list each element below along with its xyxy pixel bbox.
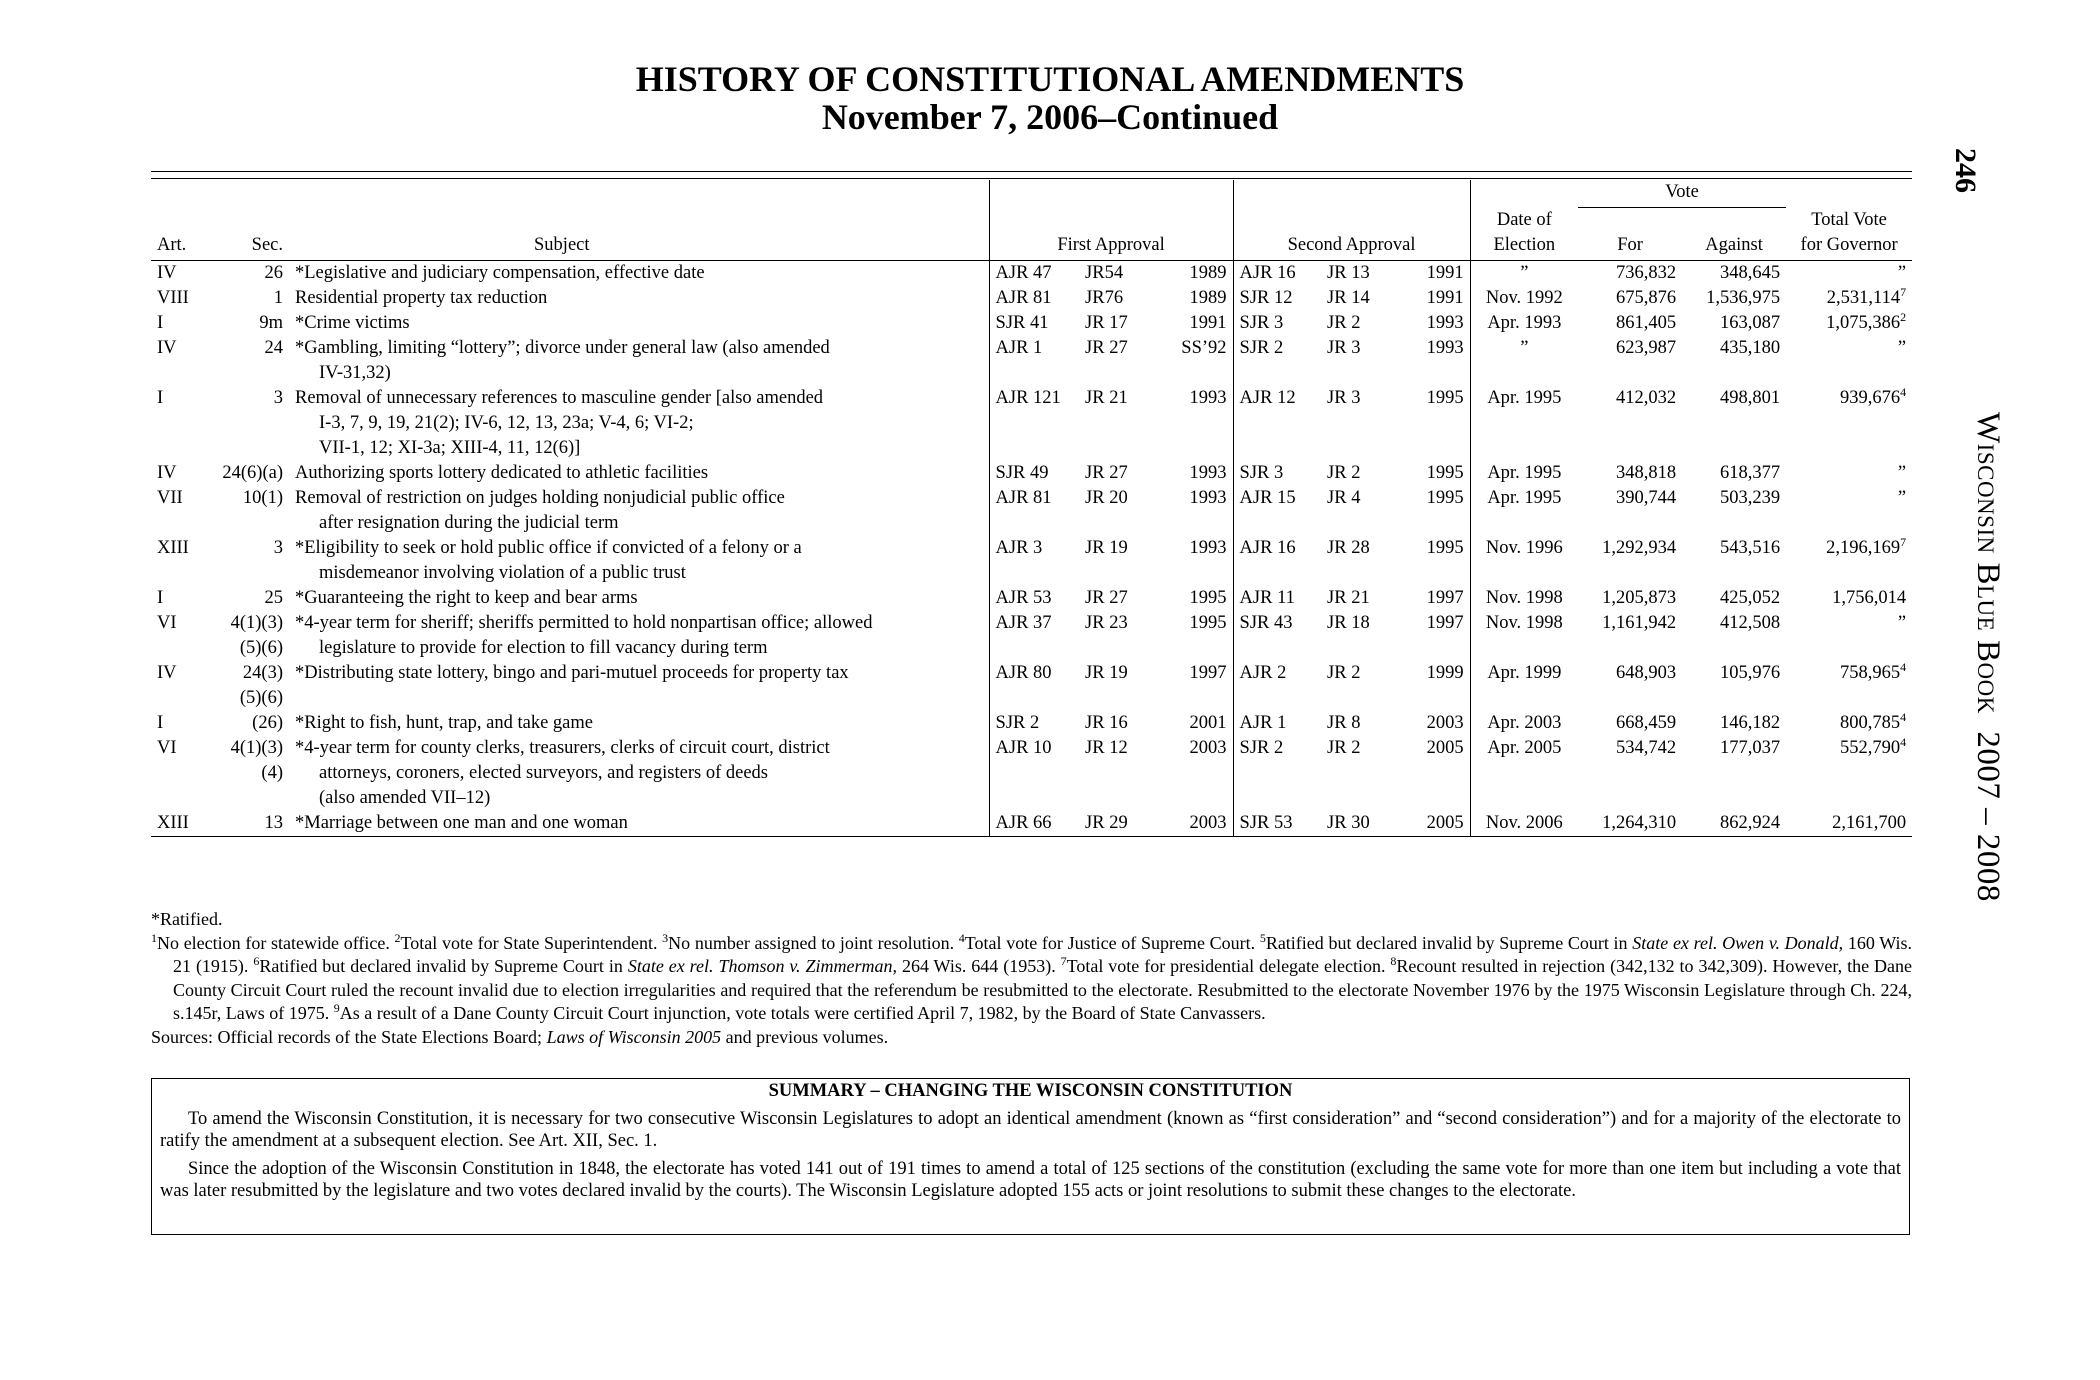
second-approval-year-cell: 1995 bbox=[1426, 537, 1464, 558]
first-approval-jr-cell: JR76 bbox=[1085, 287, 1124, 308]
footnote-ref: 7 bbox=[1900, 534, 1907, 549]
art-cell: VI bbox=[157, 612, 177, 633]
second-approval-jr-cell: JR 28 bbox=[1327, 537, 1370, 558]
election-date-cell: Nov. 1998 bbox=[1470, 611, 1578, 661]
second-approval-year-cell: 2005 bbox=[1426, 737, 1464, 758]
vote-against-cell: 163,087 bbox=[1719, 312, 1781, 333]
sec-cell: 24(6)(a) bbox=[222, 462, 283, 483]
footnote-ref: 4 bbox=[1900, 659, 1907, 674]
second-approval-bill-cell: AJR 12 bbox=[1233, 386, 1321, 461]
second-approval-jr-cell: JR 2 bbox=[1327, 462, 1361, 483]
election-date-cell: Nov. 1992 bbox=[1470, 286, 1578, 311]
subject-continuation: legislature to provide for election to fill vacancy during term bbox=[319, 637, 768, 658]
header-sec: Sec. bbox=[211, 208, 289, 261]
subject-cell bbox=[289, 260, 989, 286]
subject-text: *Gambling, limiting “lottery”; divorce under general law (also amended bbox=[295, 337, 830, 358]
subject-text: *Distributing state lottery, bingo and pari-mutuel proceeds for property tax bbox=[295, 662, 849, 683]
vote-against-cell: 348,645 bbox=[1719, 262, 1781, 283]
first-approval-year-cell: 1995 bbox=[1189, 612, 1227, 633]
vote-against-cell: 543,516 bbox=[1719, 537, 1781, 558]
first-approval-jr-cell: JR 17 bbox=[1085, 312, 1128, 333]
total-vote-cell bbox=[1786, 711, 1912, 736]
header-vote: Vote bbox=[1578, 180, 1786, 208]
first-approval-jr-cell: JR54 bbox=[1085, 262, 1124, 283]
vote-for-cell: 668,459 bbox=[1615, 712, 1677, 733]
table-row bbox=[151, 661, 1912, 711]
header-total-vote-line1: Total Vote bbox=[1811, 209, 1887, 230]
subject-cell bbox=[289, 611, 989, 661]
election-date-cell: Apr. 2003 bbox=[1470, 711, 1578, 736]
table-row bbox=[151, 286, 1912, 311]
second-approval-bill-cell: SJR 3 bbox=[1233, 311, 1321, 336]
vote-against-cell: 618,377 bbox=[1719, 462, 1781, 483]
running-head-ook: ook bbox=[1970, 662, 2006, 714]
election-date-cell: Nov. 1998 bbox=[1470, 586, 1578, 611]
first-approval-year-cell: 1989 bbox=[1189, 287, 1227, 308]
first-approval-jr-cell: JR 20 bbox=[1085, 487, 1128, 508]
title-line-1: HISTORY OF CONSTITUTIONAL AMENDMENTS bbox=[635, 59, 1465, 99]
vote-against-cell: 1,536,975 bbox=[1706, 287, 1781, 308]
header-row-1 bbox=[151, 180, 1912, 208]
vote-against-cell: 146,182 bbox=[1719, 712, 1781, 733]
second-approval-year-cell: 1995 bbox=[1426, 462, 1464, 483]
subject-continuation: I-3, 7, 9, 19, 21(2); IV-6, 12, 13, 23a; V-4, 6; VI-2; VII-1, 12; XI-3a; XIII-4, 11, 12(6)] bbox=[319, 412, 694, 458]
second-approval-jr-cell: JR 30 bbox=[1321, 811, 1401, 837]
summary-heading: SUMMARY – CHANGING THE WISCONSIN CONSTITUTION bbox=[768, 1081, 1293, 1101]
election-date-cell: Apr. 1999 bbox=[1470, 661, 1578, 711]
subject-cell bbox=[289, 386, 989, 461]
second-approval-year-cell: 2005 bbox=[1401, 811, 1470, 837]
sec-cell: 1 bbox=[273, 287, 283, 308]
art-cell: I bbox=[157, 312, 164, 333]
subject-cell bbox=[289, 311, 989, 336]
subject-text: Authorizing sports lottery dedicated to athletic facilities bbox=[295, 462, 709, 483]
second-approval-jr-cell: JR 2 bbox=[1327, 737, 1361, 758]
second-approval-year-cell: 1993 bbox=[1426, 337, 1464, 358]
art-cell: VIII bbox=[157, 287, 189, 308]
subject-text: *4-year term for county clerks, treasurers, clerks of circuit court, district bbox=[295, 737, 830, 758]
first-approval-bill-cell: AJR 80 bbox=[989, 661, 1079, 711]
second-approval-year-cell: 2003 bbox=[1426, 712, 1464, 733]
header-second-approval: Second Approval bbox=[1233, 208, 1470, 261]
art-cell: XIII bbox=[157, 537, 189, 558]
first-approval-bill-cell: AJR 81 bbox=[989, 286, 1079, 311]
second-approval-jr-cell: JR 18 bbox=[1327, 612, 1370, 633]
vote-against-cell: 498,801 bbox=[1719, 387, 1781, 408]
vote-for-cell: 861,405 bbox=[1615, 312, 1677, 333]
election-date-cell: Nov. 1996 bbox=[1470, 536, 1578, 586]
total-vote-value: 2,161,700 bbox=[1832, 812, 1907, 833]
sec-cell: 24 bbox=[264, 337, 283, 358]
subject-cell bbox=[289, 336, 989, 386]
sec-cell: 4(1)(3) (5)(6) bbox=[230, 612, 283, 658]
art-cell: VII bbox=[157, 487, 183, 508]
table-row bbox=[151, 586, 1912, 611]
first-approval-year-cell: 2003 bbox=[1164, 811, 1233, 837]
art-cell: I bbox=[157, 387, 164, 408]
first-approval-year-cell: 1993 bbox=[1189, 387, 1227, 408]
running-head-b2: B bbox=[1970, 639, 2006, 663]
subject-text: Removal of restriction on judges holding nonjudicial public office bbox=[295, 487, 785, 508]
subject-text: *4-year term for sheriff; sheriffs permitted to hold nonpartisan office; allowed bbox=[295, 612, 873, 633]
vote-for-cell: 623,987 bbox=[1615, 337, 1677, 358]
header-total-vote bbox=[1786, 208, 1912, 261]
second-approval-year-cell: 1991 bbox=[1426, 287, 1464, 308]
election-date-cell: ” bbox=[1470, 260, 1578, 286]
vote-for-cell: 675,876 bbox=[1615, 287, 1677, 308]
art-cell: I bbox=[157, 587, 164, 608]
table-row bbox=[151, 486, 1912, 536]
sec-cell: 3 bbox=[273, 537, 283, 558]
second-approval-bill-cell: AJR 2 bbox=[1233, 661, 1321, 711]
election-date-cell: Apr. 1995 bbox=[1470, 386, 1578, 461]
first-approval-year-cell: 1989 bbox=[1189, 262, 1227, 283]
first-approval-bill-cell: AJR 3 bbox=[989, 536, 1079, 586]
subject-cell bbox=[289, 811, 989, 837]
first-approval-year-cell: 1993 bbox=[1189, 462, 1227, 483]
footnote-ref: 7 bbox=[1900, 284, 1907, 299]
first-approval-year-cell: 1993 bbox=[1189, 487, 1227, 508]
second-approval-jr-cell: JR 2 bbox=[1327, 662, 1361, 683]
table-row bbox=[151, 611, 1912, 661]
second-approval-jr-cell: JR 14 bbox=[1327, 287, 1370, 308]
running-head-w: W bbox=[1970, 412, 2006, 444]
first-approval-jr-cell: JR 16 bbox=[1085, 712, 1128, 733]
header-row-2 bbox=[151, 208, 1912, 261]
subject-cell bbox=[289, 711, 989, 736]
subject-text: *Crime victims bbox=[295, 312, 410, 333]
sec-cell: 10(1) bbox=[242, 487, 283, 508]
art-cell: I bbox=[157, 712, 164, 733]
total-vote-cell bbox=[1786, 536, 1912, 586]
first-approval-jr-cell: JR 27 bbox=[1085, 337, 1128, 358]
title-line-2: November 7, 2006–Continued bbox=[821, 97, 1279, 137]
footnote-ref: 4 bbox=[1900, 709, 1907, 724]
vote-against-cell: 105,976 bbox=[1719, 662, 1781, 683]
subject-cell bbox=[289, 461, 989, 486]
second-approval-bill-cell: SJR 2 bbox=[1233, 336, 1321, 386]
first-approval-bill-cell: SJR 49 bbox=[989, 461, 1079, 486]
subject-cell bbox=[289, 286, 989, 311]
art-cell: VI bbox=[157, 737, 177, 758]
running-head-isconsin: isconsin bbox=[1970, 443, 2006, 554]
subject-cell bbox=[289, 661, 989, 711]
vote-for-cell: 1,292,934 bbox=[1602, 537, 1677, 558]
first-approval-bill-cell: AJR 10 bbox=[989, 736, 1079, 811]
first-approval-bill-cell: AJR 66 bbox=[989, 811, 1079, 837]
header-first-approval: First Approval bbox=[989, 208, 1233, 261]
sec-cell: 4(1)(3) (4) bbox=[230, 737, 283, 783]
running-head-lue: lue bbox=[1970, 585, 2006, 632]
total-vote-cell bbox=[1786, 286, 1912, 311]
summary-paragraph-2: Since the adoption of the Wisconsin Constitution in 1848, the electorate has voted 141 out of 191 times to amend a total of 125 sections of the constitution (excluding the same vote for more than one item but including a vote that was later resubmitted by the legislature and two votes declared invalid by the courts). The Wisconsin Legislature adopted 155 acts or joint resolutions to submit these changes to the electorate. bbox=[160, 1159, 1901, 1201]
sec-cell: 26 bbox=[264, 262, 283, 283]
table-row bbox=[151, 811, 1912, 837]
art-cell: IV bbox=[157, 337, 177, 358]
total-vote-cell bbox=[1786, 661, 1912, 711]
table-row bbox=[151, 461, 1912, 486]
second-approval-bill-cell: SJR 12 bbox=[1233, 286, 1321, 311]
table-row bbox=[151, 711, 1912, 736]
top-rule bbox=[151, 171, 1912, 172]
header-art: Art. bbox=[151, 208, 211, 261]
first-approval-jr-cell: JR 29 bbox=[1079, 811, 1164, 837]
first-approval-bill-cell: AJR 47 bbox=[989, 260, 1079, 286]
ratified-note: *Ratified. bbox=[151, 909, 223, 929]
total-vote-cell bbox=[1786, 336, 1912, 386]
second-approval-jr-cell: JR 3 bbox=[1327, 387, 1361, 408]
subject-continuation: misdemeanor involving violation of a public trust bbox=[319, 562, 686, 583]
second-approval-jr-cell: JR 4 bbox=[1327, 487, 1361, 508]
election-date-cell: Apr. 1995 bbox=[1470, 486, 1578, 536]
vote-for-cell: 534,742 bbox=[1615, 737, 1677, 758]
second-approval-bill-cell: AJR 16 bbox=[1233, 260, 1321, 286]
running-head-b: B bbox=[1970, 562, 2006, 585]
first-approval-jr-cell: JR 23 bbox=[1085, 612, 1128, 633]
vote-against-cell: 425,052 bbox=[1719, 587, 1781, 608]
vote-for-cell: 736,832 bbox=[1615, 262, 1677, 283]
first-approval-jr-cell: JR 27 bbox=[1085, 462, 1128, 483]
first-approval-bill-cell: AJR 37 bbox=[989, 611, 1079, 661]
running-head bbox=[1969, 412, 2006, 902]
vote-against-cell: 862,924 bbox=[1682, 811, 1786, 837]
second-approval-bill-cell: SJR 3 bbox=[1233, 461, 1321, 486]
subject-continuation: attorneys, coroners, elected surveyors, and registers of deeds (also amended VII–12) bbox=[319, 762, 768, 808]
amendments-table bbox=[151, 180, 1912, 837]
total-vote-cell bbox=[1786, 486, 1912, 536]
total-vote-value: ” bbox=[1897, 612, 1907, 633]
header-date-of-election bbox=[1470, 208, 1578, 261]
second-approval-jr-cell: JR 2 bbox=[1327, 312, 1361, 333]
second-approval-year-cell: 1991 bbox=[1426, 262, 1464, 283]
first-approval-jr-cell: JR 19 bbox=[1085, 662, 1128, 683]
second-approval-year-cell: 1999 bbox=[1426, 662, 1464, 683]
total-vote-value: 552,790 bbox=[1839, 737, 1901, 758]
second-approval-bill-cell: SJR 53 bbox=[1233, 811, 1321, 837]
first-approval-year-cell: 1993 bbox=[1189, 537, 1227, 558]
total-vote-value: ” bbox=[1897, 462, 1907, 483]
vote-against-cell: 177,037 bbox=[1719, 737, 1781, 758]
total-vote-value: 2,531,114 bbox=[1826, 287, 1901, 308]
election-date-cell: Nov. 2006 bbox=[1470, 811, 1578, 837]
subject-text: Removal of unnecessary references to masculine gender [also amended bbox=[295, 387, 824, 408]
first-approval-year-cell: 1991 bbox=[1189, 312, 1227, 333]
subject-text: Residential property tax reduction bbox=[295, 287, 548, 308]
total-vote-cell bbox=[1786, 260, 1912, 286]
running-head-years: 2007 – 2008 bbox=[1970, 731, 2006, 902]
sec-cell: (26) bbox=[252, 712, 283, 733]
vote-for-cell: 1,205,873 bbox=[1602, 587, 1677, 608]
subject-cell bbox=[289, 486, 989, 536]
table-row bbox=[151, 311, 1912, 336]
vote-for-cell: 648,903 bbox=[1615, 662, 1677, 683]
second-approval-bill-cell: AJR 16 bbox=[1233, 536, 1321, 586]
subject-text: *Marriage between one man and one woman bbox=[295, 812, 628, 833]
second-approval-year-cell: 1997 bbox=[1426, 587, 1464, 608]
first-approval-bill-cell: AJR 121 bbox=[989, 386, 1079, 461]
first-approval-year-cell: 1995 bbox=[1189, 587, 1227, 608]
footnote-ref: 4 bbox=[1900, 734, 1907, 749]
second-approval-jr-cell: JR 3 bbox=[1327, 337, 1361, 358]
subject-cell bbox=[289, 586, 989, 611]
election-date-cell: Apr. 1993 bbox=[1470, 311, 1578, 336]
subject-text: *Legislative and judiciary compensation, effective date bbox=[295, 262, 705, 283]
second-approval-bill-cell: AJR 11 bbox=[1233, 586, 1321, 611]
election-date-cell: ” bbox=[1470, 336, 1578, 386]
total-vote-cell bbox=[1786, 736, 1912, 811]
second-approval-bill-cell: AJR 1 bbox=[1233, 711, 1321, 736]
total-vote-cell bbox=[1786, 586, 1912, 611]
first-approval-jr-cell: JR 27 bbox=[1085, 587, 1128, 608]
total-vote-cell bbox=[1786, 311, 1912, 336]
header-subject: Subject bbox=[289, 208, 989, 261]
first-approval-year-cell: 1997 bbox=[1189, 662, 1227, 683]
sec-cell: 3 bbox=[273, 387, 283, 408]
page-title bbox=[0, 60, 2100, 136]
first-approval-year-cell: SS’92 bbox=[1181, 337, 1227, 358]
second-approval-jr-cell: JR 13 bbox=[1327, 262, 1370, 283]
total-vote-value: ” bbox=[1897, 487, 1907, 508]
vote-for-cell: 412,032 bbox=[1615, 387, 1677, 408]
first-approval-bill-cell: SJR 41 bbox=[989, 311, 1079, 336]
summary-paragraph-1: To amend the Wisconsin Constitution, it is necessary for two consecutive Wisconsin Legislatures to adopt an identical amendment (known as “first consideration” and “second consideration”) and for a majority of the electorate to ratify the amendment at a subsequent election. See Art. XII, Sec. 1. bbox=[160, 1109, 1901, 1151]
first-approval-jr-cell: JR 19 bbox=[1085, 537, 1128, 558]
vote-against-cell: 412,508 bbox=[1719, 612, 1781, 633]
header-date-of: Date of bbox=[1496, 209, 1552, 230]
second-approval-jr-cell: JR 21 bbox=[1327, 587, 1370, 608]
art-cell: XIII bbox=[151, 811, 211, 837]
table-row bbox=[151, 736, 1912, 811]
vote-against-cell: 435,180 bbox=[1719, 337, 1781, 358]
total-vote-value: 939,676 bbox=[1839, 387, 1901, 408]
first-approval-bill-cell: SJR 2 bbox=[989, 711, 1079, 736]
vote-against-cell: 503,239 bbox=[1719, 487, 1781, 508]
subject-cell bbox=[289, 536, 989, 586]
second-approval-bill-cell: AJR 15 bbox=[1233, 486, 1321, 536]
second-approval-year-cell: 1997 bbox=[1426, 612, 1464, 633]
first-approval-jr-cell: JR 12 bbox=[1085, 737, 1128, 758]
header-against: Against bbox=[1682, 208, 1786, 261]
vote-for-cell: 390,744 bbox=[1615, 487, 1677, 508]
second-approval-year-cell: 1995 bbox=[1426, 387, 1464, 408]
second-approval-jr-cell: JR 8 bbox=[1327, 712, 1361, 733]
first-approval-bill-cell: AJR 81 bbox=[989, 486, 1079, 536]
art-cell: IV bbox=[157, 462, 177, 483]
sec-cell: 25 bbox=[264, 587, 283, 608]
first-approval-bill-cell: AJR 1 bbox=[989, 336, 1079, 386]
subject-cell bbox=[289, 736, 989, 811]
top-rule-2 bbox=[151, 178, 1912, 179]
total-vote-value: ” bbox=[1897, 337, 1907, 358]
election-date-cell: Apr. 2005 bbox=[1470, 736, 1578, 811]
numbered-footnotes: $^1$No election for statewide office. $^2$Total vote for State Superintendent. $^3$No number assigned to joint resolution. $^4$Total vote for Justice of Supreme Court. $^5$Ratified but declared invalid by Supreme Court in State ex rel. Owen v. Donald, 160 Wis. 21 (1915). $^6$Ratified but declared invalid by Supreme Court in State ex rel. Thomson v. Zimmerman, 264 Wis. 644 (1953). $^7$Total vote for presidential delegate election. $^8$Recount resulted in rejection (342,132 to 342,309). However, the Dane County Circuit Court ruled the recount invalid due to election irregularities and required that the referendum be resubmitted to the electorate. Resubmitted to the electorate November 1976 by the 1975 Wisconsin Legislature through Ch. 224, s.145r, Laws of 1975. $^9$As a result of a Dane County Circuit Court injunction, vote totals were certified April 7, 1982, by the Board of State Canvassers. bbox=[151, 930, 1913, 1023]
total-vote-value: 800,785 bbox=[1839, 712, 1901, 733]
subject-continuation: IV-31,32) bbox=[319, 362, 391, 383]
election-date-cell: Apr. 1995 bbox=[1470, 461, 1578, 486]
header-for-governor: for Governor bbox=[1800, 234, 1898, 255]
total-vote-value: ” bbox=[1897, 262, 1907, 283]
sec-cell: 13 bbox=[211, 811, 289, 837]
vote-for-cell: 1,264,310 bbox=[1578, 811, 1682, 837]
header-election: Election bbox=[1493, 234, 1556, 255]
second-approval-year-cell: 1995 bbox=[1426, 487, 1464, 508]
second-approval-bill-cell: SJR 43 bbox=[1233, 611, 1321, 661]
table-row bbox=[151, 260, 1912, 286]
second-approval-bill-cell: SJR 2 bbox=[1233, 736, 1321, 811]
total-vote-value: 758,965 bbox=[1839, 662, 1901, 683]
first-approval-year-cell: 2003 bbox=[1189, 737, 1227, 758]
summary-box bbox=[151, 1078, 1910, 1235]
sec-cell: 24(3) (5)(6) bbox=[239, 662, 283, 708]
first-approval-jr-cell: JR 21 bbox=[1085, 387, 1128, 408]
total-vote-value: 2,196,169 bbox=[1826, 537, 1901, 558]
page-number: 246 bbox=[1949, 148, 1982, 193]
footnotes bbox=[151, 908, 1912, 1049]
table-row bbox=[151, 536, 1912, 586]
table-row bbox=[151, 336, 1912, 386]
art-cell: IV bbox=[157, 662, 177, 683]
sec-cell: 9m bbox=[259, 312, 283, 333]
total-vote-cell bbox=[1786, 611, 1912, 661]
second-approval-year-cell: 1993 bbox=[1426, 312, 1464, 333]
total-vote-cell bbox=[1786, 386, 1912, 461]
total-vote-cell bbox=[1786, 811, 1912, 837]
sources-line: Sources: Official records of the State Elections Board; Laws of Wisconsin 2005 and previous volumes. bbox=[151, 1026, 889, 1047]
first-approval-bill-cell: AJR 53 bbox=[989, 586, 1079, 611]
art-cell: IV bbox=[157, 262, 177, 283]
vote-for-cell: 348,818 bbox=[1615, 462, 1677, 483]
footnote-ref: 4 bbox=[1900, 384, 1907, 399]
vote-for-cell: 1,161,942 bbox=[1602, 612, 1677, 633]
footnote-ref: 2 bbox=[1900, 309, 1907, 324]
total-vote-cell bbox=[1786, 461, 1912, 486]
total-vote-value: 1,756,014 bbox=[1832, 587, 1907, 608]
header-for: For bbox=[1578, 208, 1682, 261]
subject-text: *Right to fish, hunt, trap, and take game bbox=[295, 712, 593, 733]
subject-text: *Eligibility to seek or hold public office if convicted of a felony or a bbox=[295, 537, 802, 558]
table-row bbox=[151, 386, 1912, 461]
first-approval-year-cell: 2001 bbox=[1189, 712, 1227, 733]
subject-continuation: after resignation during the judicial term bbox=[319, 512, 619, 533]
subject-text: *Guaranteeing the right to keep and bear arms bbox=[295, 587, 638, 608]
total-vote-value: 1,075,386 bbox=[1826, 312, 1901, 333]
